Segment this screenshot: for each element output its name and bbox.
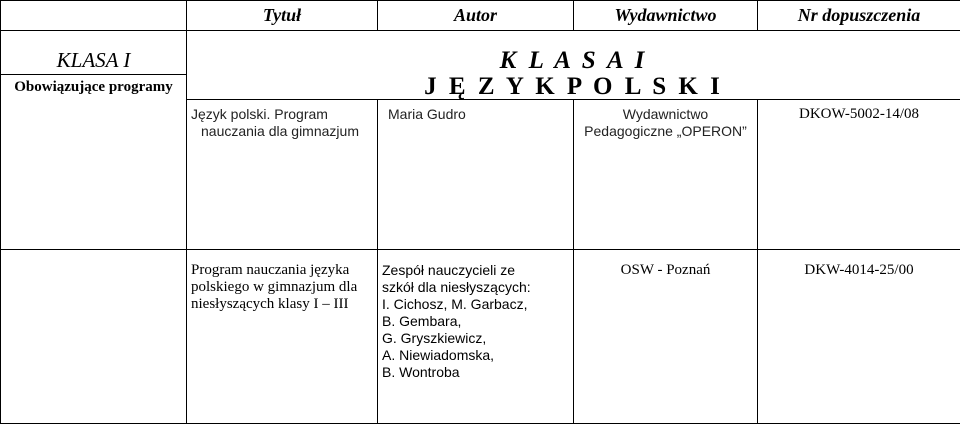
class-title: K L A S A I xyxy=(187,43,960,75)
header-number: Nr dopuszczenia xyxy=(758,1,960,31)
row1-number: DKOW-5002-14/08 xyxy=(758,99,960,249)
header-publisher: Wydawnictwo xyxy=(574,1,758,31)
table-row xyxy=(1,249,960,423)
spacer-row xyxy=(1,31,960,43)
header-author: Autor xyxy=(378,1,574,31)
header-row xyxy=(1,1,960,31)
row1-author: Maria Gudro xyxy=(378,99,574,249)
header-title: Tytuł xyxy=(187,1,378,31)
subject-row xyxy=(1,75,960,100)
class-title-row xyxy=(1,43,960,75)
row2-empty-cell xyxy=(1,249,187,423)
header-empty-cell xyxy=(1,1,187,31)
row2-publisher: OSW - Poznań xyxy=(574,249,758,423)
row2-number: DKW-4014-25/00 xyxy=(758,249,960,423)
class-label: KLASA I xyxy=(1,43,187,75)
row1-publisher: Wydawnictwo Pedagogiczne „OPERON” xyxy=(574,99,758,249)
row2-author: Zespół nauczycieli ze szkół dla niesłyszących: I. Cichosz, M. Garbacz, B. Gembara, G. Gryszkiewicz, A. Niewiadomska, B. Wontroba xyxy=(378,249,574,423)
row1-title: Język polski. Program nauczania dla gimnazjum xyxy=(187,99,378,249)
subject-title: J Ę Z Y K P O L S K I xyxy=(187,75,960,100)
row2-title: Program nauczania języka polskiego w gimnazjum dla niesłyszących klasy I – III xyxy=(187,249,378,423)
programs-label: Obowiązujące programy xyxy=(1,75,187,250)
